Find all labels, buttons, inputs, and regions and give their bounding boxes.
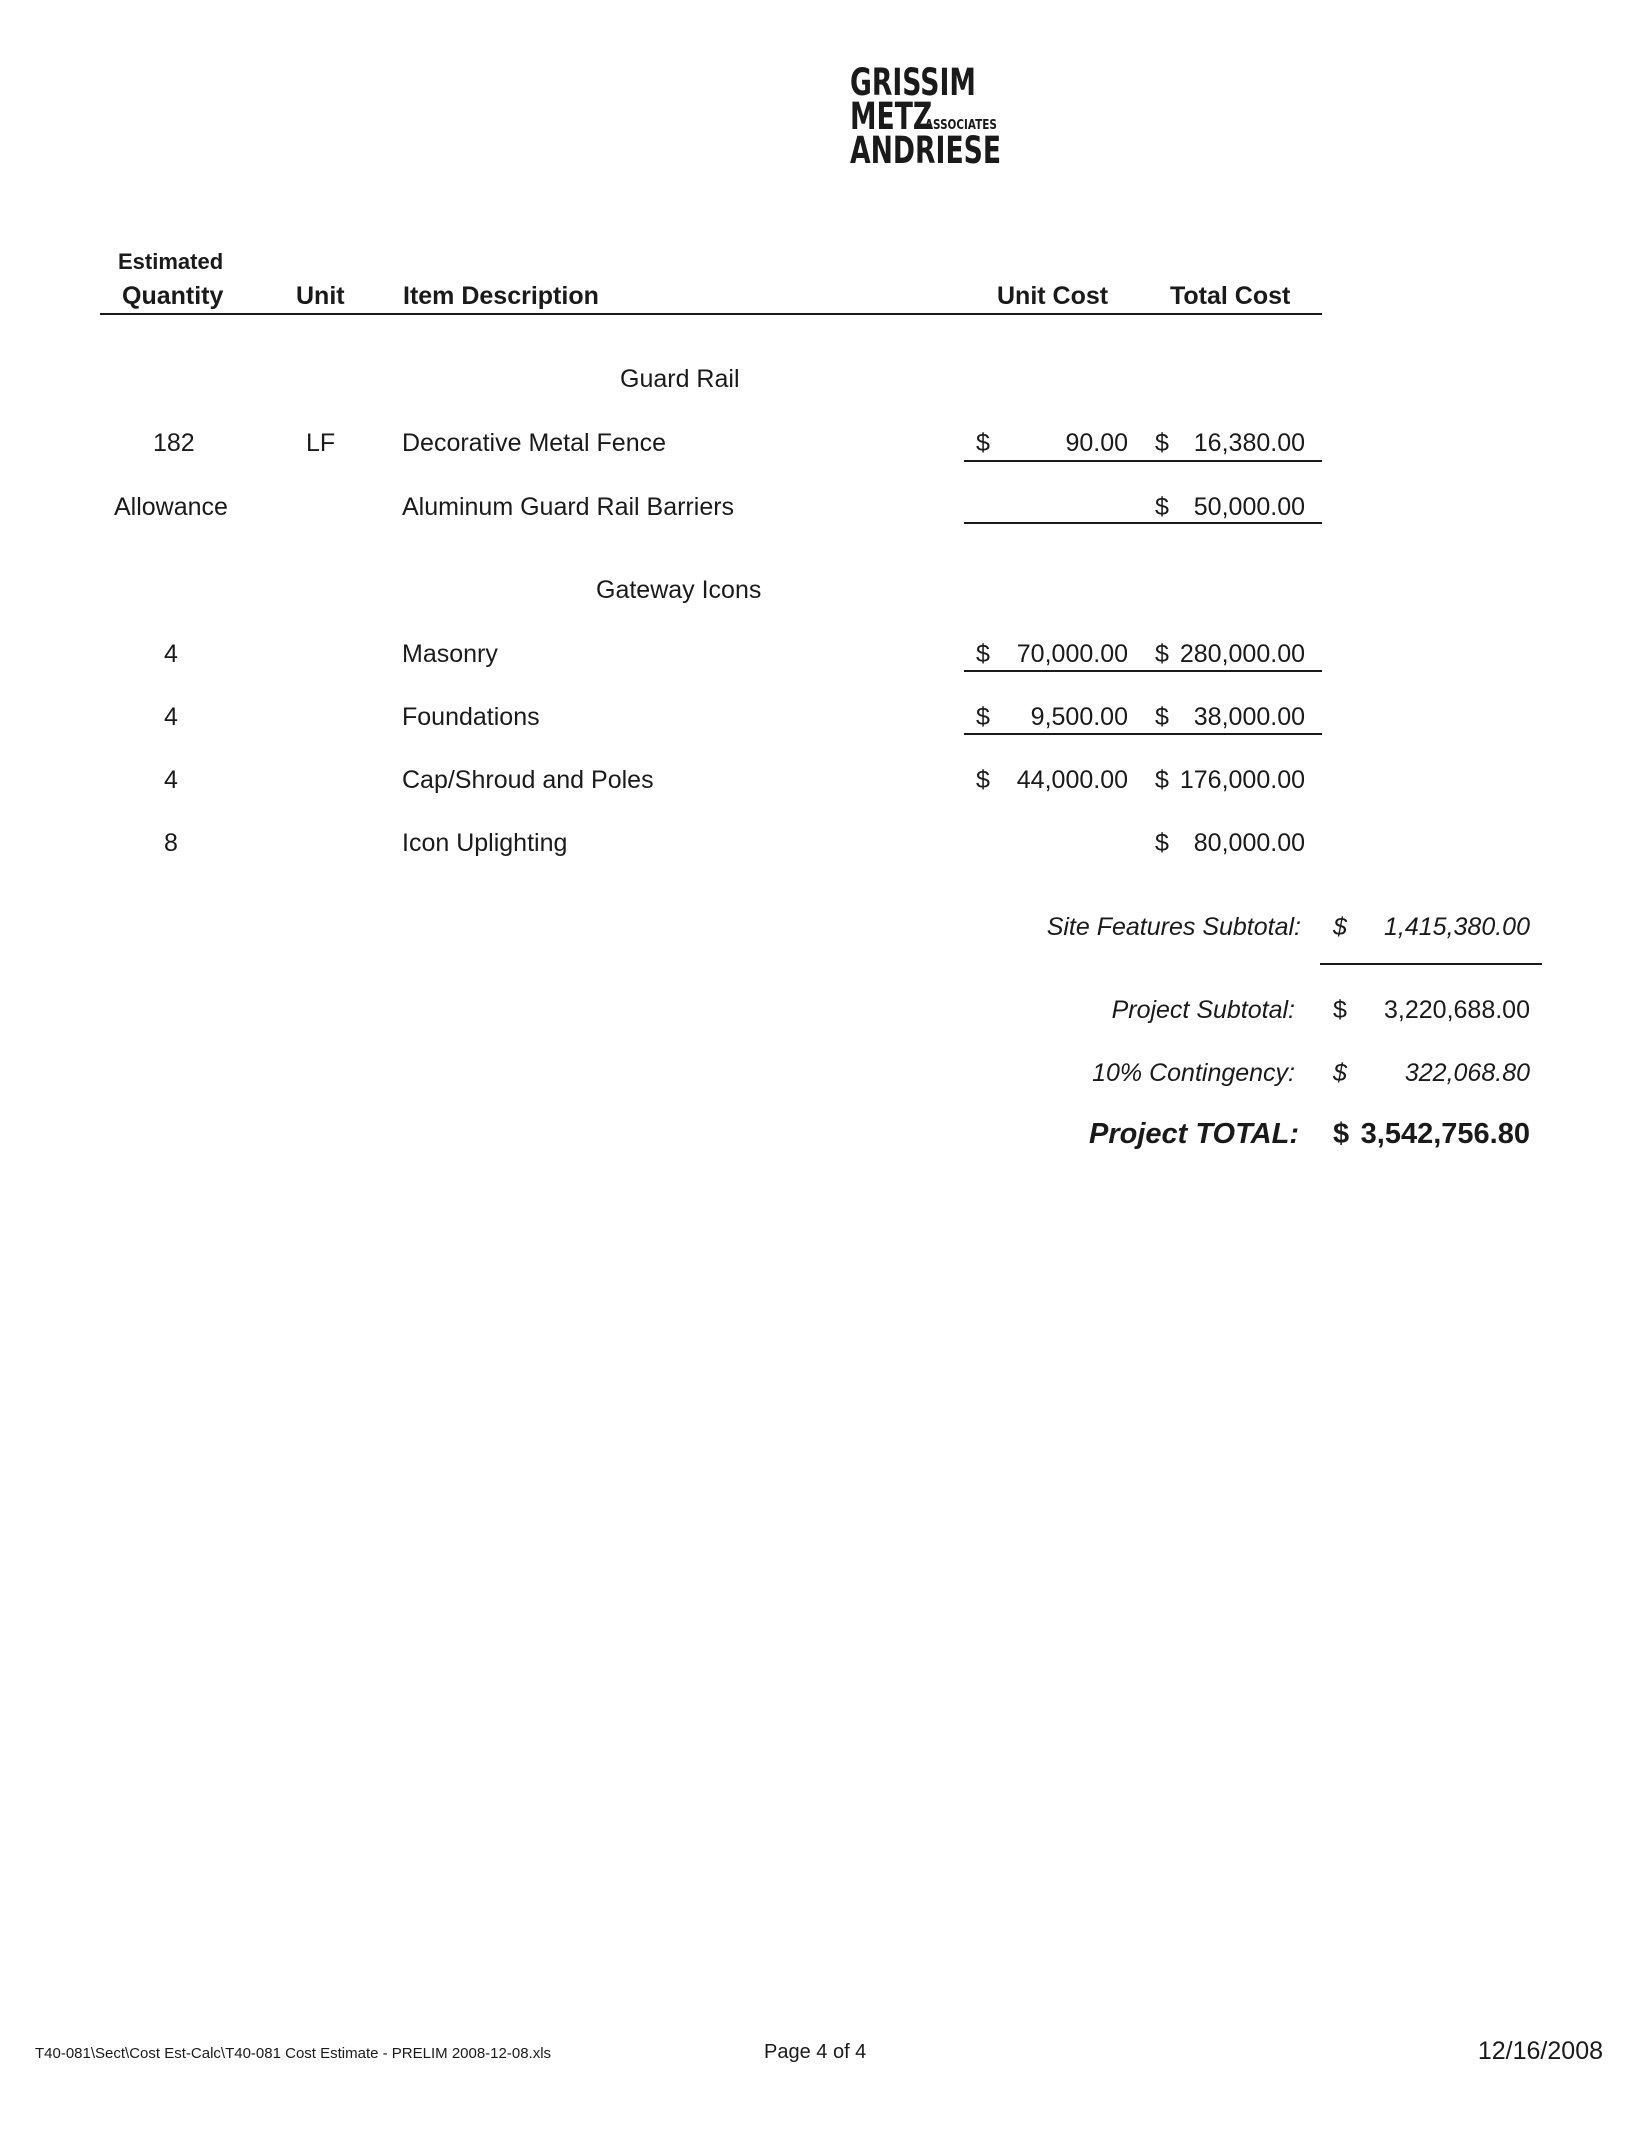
subtotal-rule [1320,963,1542,965]
row-underline [964,733,1322,735]
header-item-description: Item Description [403,282,599,310]
header-quantity: Quantity [122,282,224,310]
row-unit-cost: 70,000.00 [1016,640,1128,668]
header-unit-cost: Unit Cost [997,282,1109,310]
logo-line-andriese: ANDRIESE [850,129,1002,172]
row-total-symbol: $ [1155,703,1169,731]
row-underline [964,522,1322,524]
site-features-subtotal-symbol: $ [1333,913,1347,941]
header-rule [100,313,1322,315]
row-description: Cap/Shroud and Poles [402,766,654,794]
row-description: Icon Uplighting [402,829,568,857]
logo-associates: ASSOCIATES [925,118,997,133]
header-estimated: Estimated [118,249,224,274]
row-unit-cost-symbol: $ [976,703,990,731]
project-total-symbol: $ [1333,1118,1350,1150]
row-underline [964,460,1322,462]
row-total-symbol: $ [1155,640,1169,668]
row-total-symbol: $ [1155,429,1169,457]
row-total: 16,380.00 [1193,429,1305,457]
row-description: Decorative Metal Fence [402,429,667,457]
row-total-symbol: $ [1155,766,1169,794]
section-guard-rail: Guard Rail [620,365,740,393]
company-logo [850,61,1030,174]
row-quantity: 4 [164,766,178,794]
project-total-label: Project TOTAL: [1089,1118,1299,1150]
logo-line-grissim: GRISSIM [850,61,976,104]
row-description: Aluminum Guard Rail Barriers [402,493,735,521]
row-unit-cost: 90.00 [1065,429,1128,457]
contingency-label: 10% Contingency: [1092,1059,1295,1087]
row-total-symbol: $ [1155,829,1169,857]
row-quantity: 8 [164,829,178,857]
header-unit: Unit [296,282,345,310]
row-unit-cost-symbol: $ [976,429,990,457]
site-features-subtotal-label: Site Features Subtotal: [1046,913,1301,941]
footer-file-path: T40-081\Sect\Cost Est-Calc\T40-081 Cost Estimate - PRELIM 2008-12-08.xls [35,2045,552,2062]
row-quantity: 4 [164,703,178,731]
row-quantity: Allowance [114,493,228,521]
footer-page-number: Page 4 of 4 [764,2041,867,2063]
row-total: 80,000.00 [1193,829,1305,857]
row-unit-cost: 44,000.00 [1016,766,1128,794]
project-total-value: 3,542,756.80 [1360,1118,1530,1150]
row-total: 280,000.00 [1179,640,1305,668]
row-total: 38,000.00 [1193,703,1305,731]
row-unit-cost-symbol: $ [976,766,990,794]
row-description: Masonry [402,640,498,668]
row-unit-cost-symbol: $ [976,640,990,668]
row-underline [964,670,1322,672]
header-total-cost: Total Cost [1170,282,1291,310]
row-total: 50,000.00 [1193,493,1305,521]
footer-date: 12/16/2008 [1477,2037,1603,2065]
row-quantity: 4 [164,640,178,668]
row-quantity: 182 [153,429,195,457]
section-gateway-icons: Gateway Icons [596,576,762,604]
row-unit: LF [306,429,336,457]
project-subtotal-label: Project Subtotal: [1111,996,1295,1024]
row-unit-cost: 9,500.00 [1030,703,1128,731]
site-features-subtotal-value: 1,415,380.00 [1384,913,1530,941]
project-subtotal-symbol: $ [1333,996,1347,1024]
row-total: 176,000.00 [1179,766,1305,794]
contingency-symbol: $ [1333,1059,1347,1087]
project-subtotal-value: 3,220,688.00 [1384,996,1530,1024]
logo-line-metz: METZ [850,95,933,138]
row-description: Foundations [402,703,540,731]
row-total-symbol: $ [1155,493,1169,521]
contingency-value: 322,068.80 [1404,1059,1530,1087]
